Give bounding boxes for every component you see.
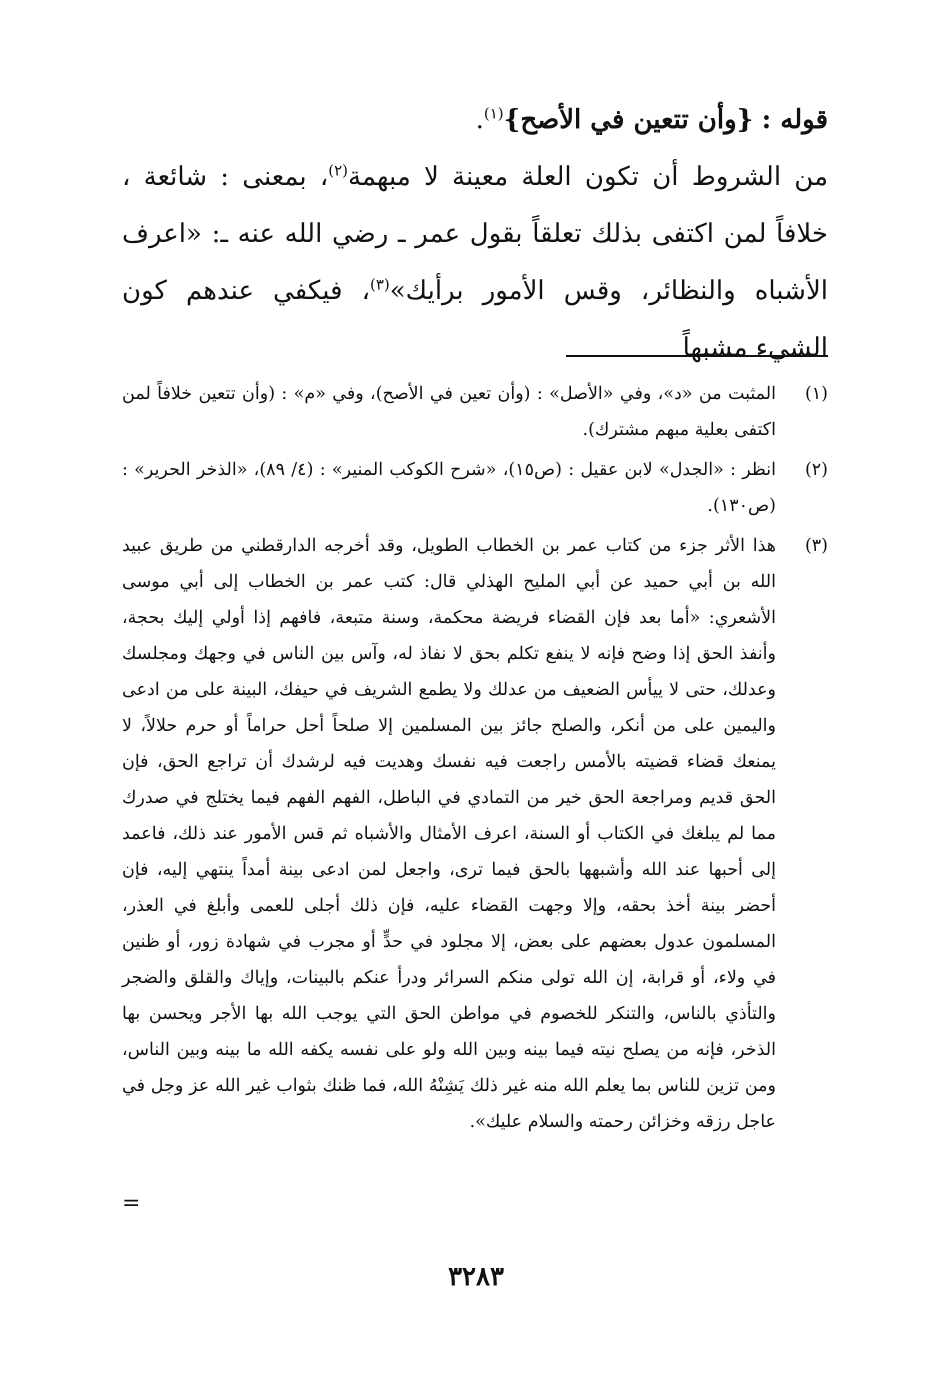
footnote-text: هذا الأثر جزء من كتاب عمر بن الخطاب الطويل، وقد أخرجه الدارقطني من طريق عبيد الله بن أبي حميد عن أبي المليح الهذلي قال: كتب عمر بن الخطاب إلى أبي موسى الأشعري: «أما بعد فإن القضاء فريضة محكمة، وسنة متبعة، فافهم إذا أولي إليك بحجة، وأنفذ الحق إذا وضح فإنه لا ينفع تكلم بحق لا نفاذ له، وآس بين الناس في وجهك ومجلسك وعدلك، حتى لا ييأس الضعيف من عدلك ولا يطمع الشريف في حيفك، البينة على من ادعى واليمين على من أنكر، والصلح جائز بين المسلمين إلا صلحاً أحل حراماً أو حرم حلالاً، لا يمنعك قضاء قضيته بالأمس راجعت فيه نفسك وهديت فيه لرشدك أن تراجع الحق، فإن الحق قديم ومراجعة الحق خير من التمادي في الباطل، الفهم الفهم فيما يختلج في صدرك مما لم يبلغك في الكتاب أو السنة، اعرف الأمثال والأشباه ثم قس الأمور عند ذلك، فاعمد إلى أحبها عند الله وأشبهها بالحق فيما ترى، واجعل لمن ادعى بينة أمداً ينتهي إليه، فإن أحضر بينة أخذ بحقه، وإلا وجهت القضاء عليه، فإن ذلك أجلى للعمى وأبلغ في العذر، المسلمون عدول بعضهم على بعض، إلا مجلود في حدٍّ أو مجرب في شهادة زور، أو ظنين في ولاء، أو قرابة، إن الله تولى منكم السرائر ودرأ عنكم بالبينات، وإياك والقلق والضجر والتأذي بالناس، والتنكر للخصوم في مواطن الحق التي يوجب الله بها الأجر ويحسن بها الذخر، فإنه من يصلح نيته فيما بينه وبين الله ولو على نفسه يكفه الله ما بينه وبين الناس، ومن تزين للناس بما يعلم الله منه غير ذلك يَشِنْهُ الله، فما ظنك بثواب غير الله عز وجل في عاجل رزقه وخزائن رحمته والسلام عليك». <box>122 536 776 1132</box>
heading-end: . <box>475 105 484 135</box>
section-heading <box>122 92 828 149</box>
footnote-text: انظر : «الجدل» لابن عقيل : (ص١٥)، «شرح الكوكب المنير» : (٤/ ٨٩)، «الذخر الحرير» : (ص١٣٠). <box>122 460 777 516</box>
heading-quote: {وأن تتعين في الأصح} <box>503 105 754 135</box>
paragraph-part-2: ، بمعنى : شائعة ، خلافاً لمن اكتفى بذلك تعلقاً بقول عمر ـ رضي الله عنه ـ: «اعرف الأشباه والنظائر، وقس الأمور برأيك» <box>122 162 828 306</box>
paragraph-part-1: من الشروط أن تكون العلة معينة لا مبهمة <box>348 162 829 192</box>
body-paragraph <box>122 149 828 377</box>
page-number: ٣٢٨٣ <box>448 1262 504 1292</box>
footnote-ref-2: (٢) <box>328 161 349 180</box>
footnote-1 <box>122 376 828 448</box>
paragraph-part-3: ، فيكفي عندهم كون الشيء مشبهاً <box>122 276 828 363</box>
footnote-ref-3: (٣) <box>369 275 390 294</box>
footnote-3 <box>122 528 828 1140</box>
continuation-mark: = <box>122 1191 141 1216</box>
footnote-ref-1: (١) <box>483 104 504 123</box>
heading-label: قوله : <box>761 105 828 135</box>
footnote-number: (١) <box>804 384 828 404</box>
footnote-number: (٣) <box>804 536 828 556</box>
footnote-number: (٢) <box>804 460 828 480</box>
footnote-2 <box>122 452 828 524</box>
footnote-separator <box>566 355 828 357</box>
footnote-text: المثبت من «د»، وفي «الأصل» : (وأن تعين في الأصح)، وفي «م» : (وأن تتعين خلافاً لمن اكتفى بعلية مبهم مشترك). <box>122 384 776 440</box>
footnotes <box>122 376 828 1144</box>
main-text <box>122 92 828 377</box>
